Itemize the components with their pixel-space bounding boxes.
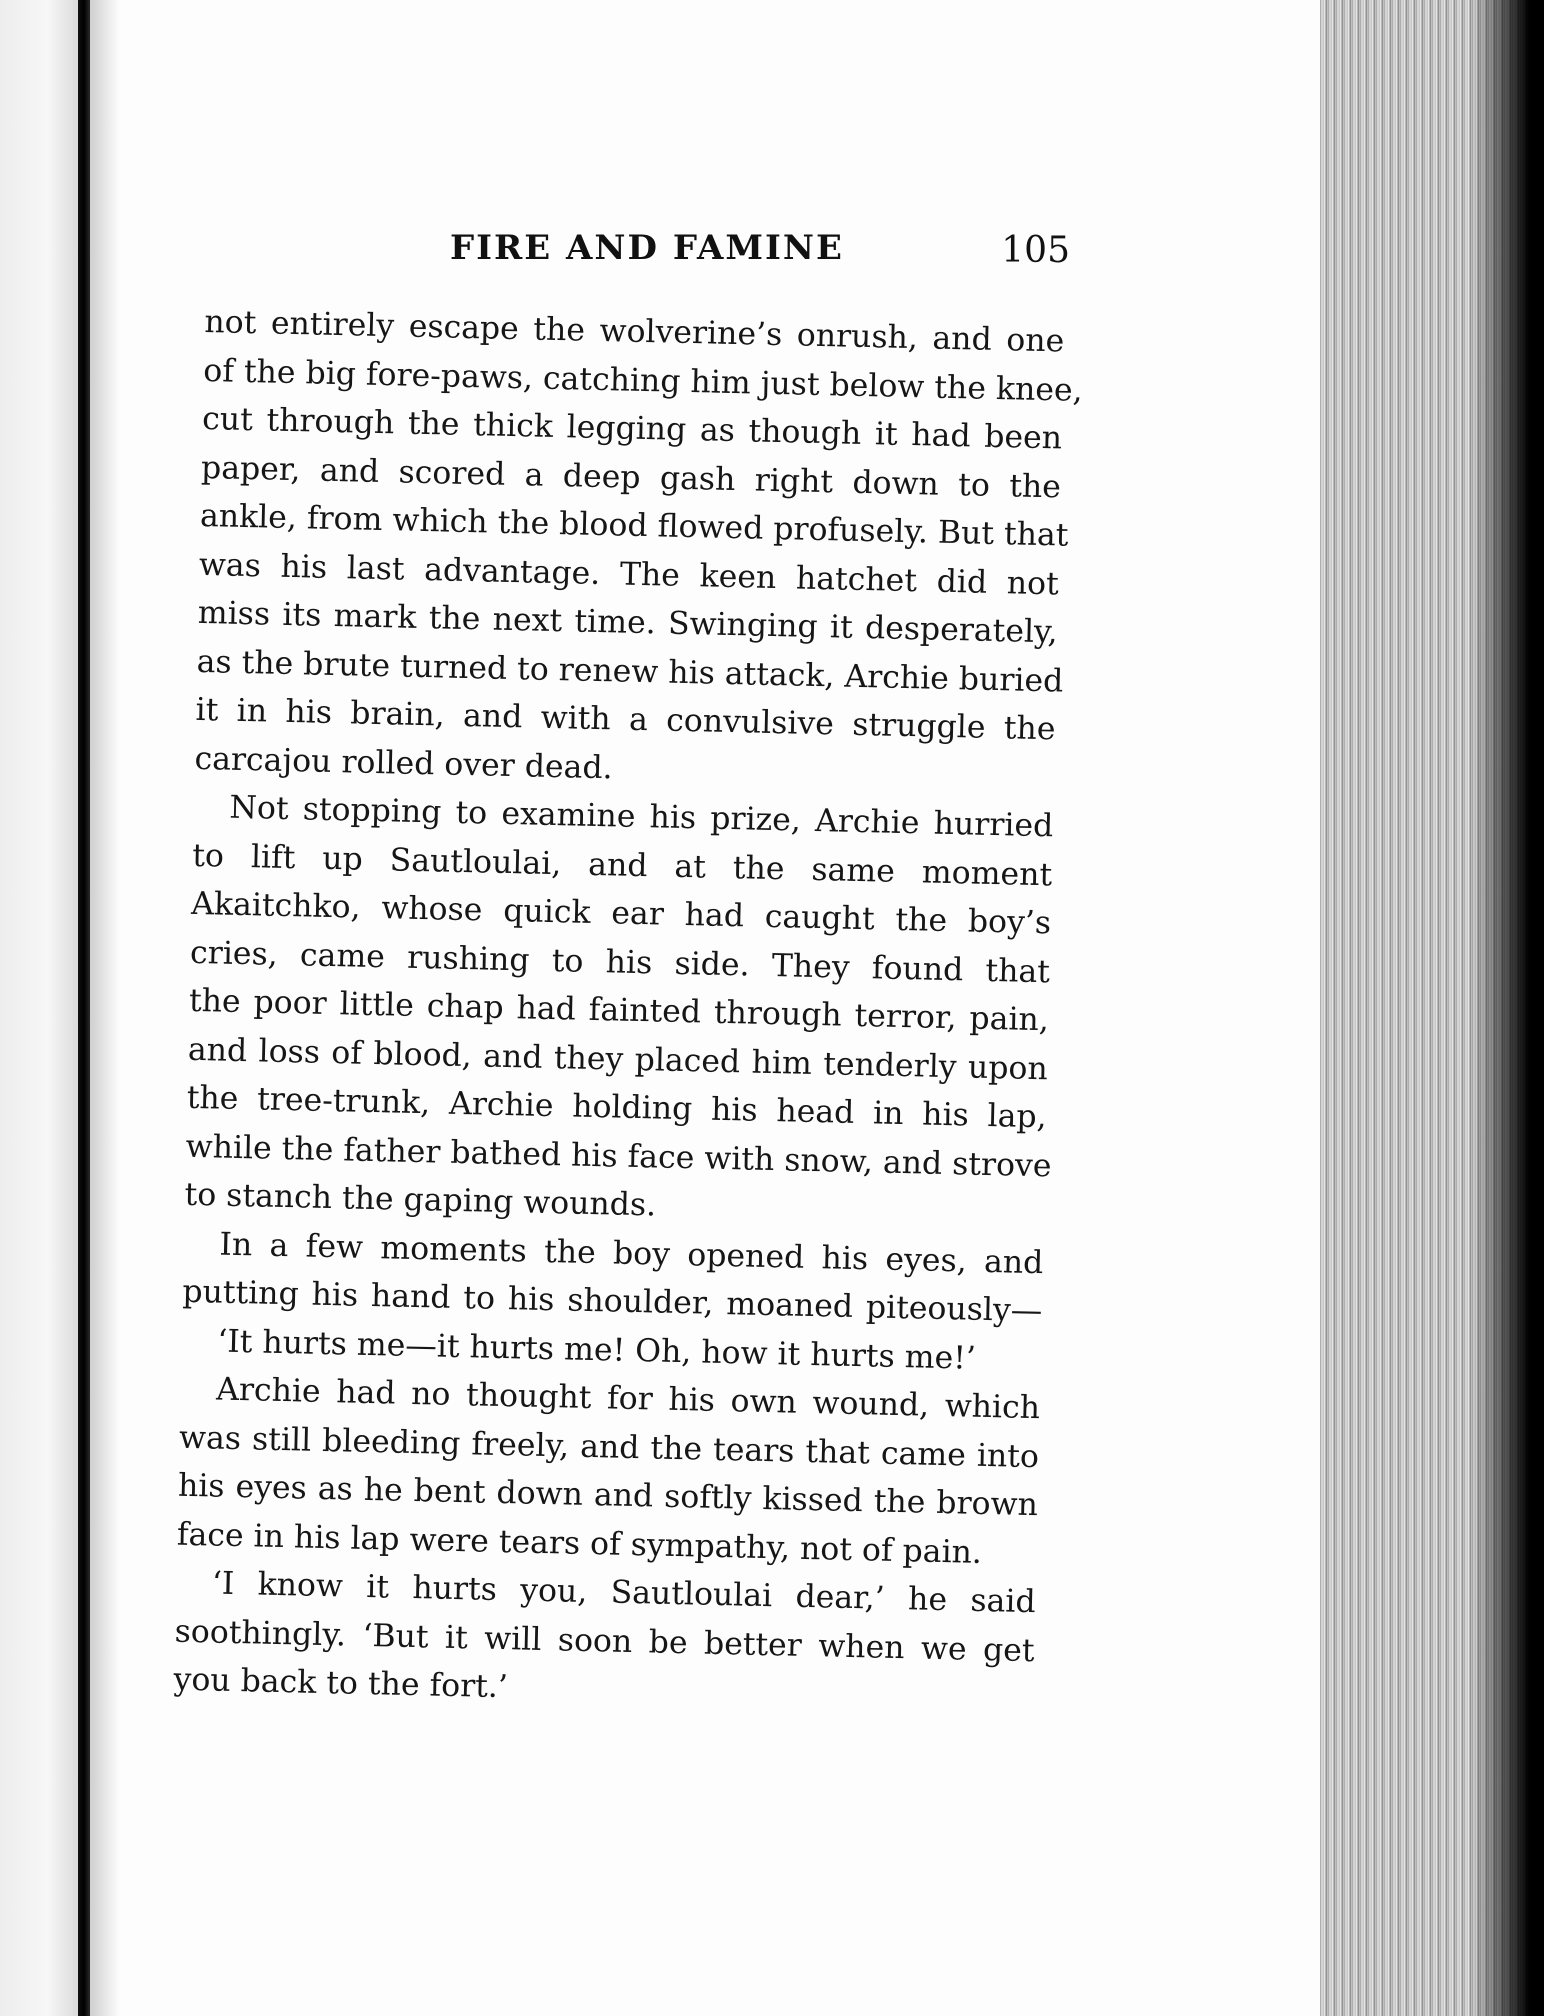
text-line: putting his hand to his shoulder, moaned piteously— (182, 1273, 1043, 1330)
text-line: of the big fore-paws, catching him just below the knee, (202, 352, 1084, 409)
page-header (210, 220, 1090, 280)
page-edge-shadow (1470, 0, 1544, 2016)
text-line: cut through the thick legging as though it had been (201, 400, 1063, 457)
text-line: the tree-trunk, Archie holding his head in his lap, (186, 1079, 1048, 1136)
text-line: soothingly. ‘But it will soon be better when we get (174, 1613, 1035, 1669)
text-line: miss its mark the next time. Swinging it desperately, (197, 594, 1059, 651)
text-line: to stanch the gaping wounds. (184, 1176, 657, 1224)
book-gutter (78, 0, 90, 2016)
body-text (173, 298, 1084, 1724)
text-line: Archie had no thought for his own wound, which (215, 1371, 1041, 1427)
text-line: In a few moments the boy opened his eyes, and (219, 1226, 1044, 1281)
facing-page-edge (0, 0, 80, 2016)
text-line: it in his brain, and with a convulsive struggle the (195, 691, 1056, 748)
text-line: Akaitchko, whose quick ear had caught the boy’s (190, 885, 1052, 942)
page-curve-shadow (90, 0, 120, 2016)
text-line: was still bleeding freely, and the tears that came into (178, 1419, 1040, 1475)
text-line: to lift up Sautloulai, and at the same moment (191, 837, 1053, 893)
text-line: the poor little chap had fainted through terror, pain, (188, 982, 1050, 1039)
text-line: not entirely escape the wolverine’s onrush, and one (204, 303, 1065, 360)
running-title: FIRE AND FAMINE (450, 228, 844, 268)
text-line: while the father bathed his face with snow, and strove (185, 1128, 1052, 1184)
text-line: his eyes as he bent down and softly kissed the brown (177, 1467, 1039, 1524)
text-line: you back to the fort.’ (173, 1661, 509, 1706)
text-line: paper, and scored a deep gash right down to the (200, 449, 1062, 505)
text-line: ‘I know it hurts you, Sautloulai dear,’ he said (211, 1565, 1037, 1621)
text-line: was his last advantage. The keen hatchet did not (198, 546, 1060, 602)
page-number: 105 (1001, 230, 1070, 271)
text-line: carcajou rolled over dead. (194, 740, 614, 786)
text-line: ‘It hurts me—it hurts me! Oh, how it hurts me!’ (216, 1323, 977, 1377)
text-line: face in his lap were tears of sympathy, not of pain. (176, 1516, 983, 1571)
text-line: cries, came rushing to his side. They found that (189, 934, 1051, 990)
text-line: as the brute turned to renew his attack, Archie buried (196, 643, 1064, 700)
text-line: and loss of blood, and they placed him tenderly upon (187, 1031, 1049, 1087)
text-line: Not stopping to examine his prize, Archie hurried (229, 789, 1054, 845)
text-line: ankle, from which the blood flowed profusely. But that (199, 497, 1069, 554)
